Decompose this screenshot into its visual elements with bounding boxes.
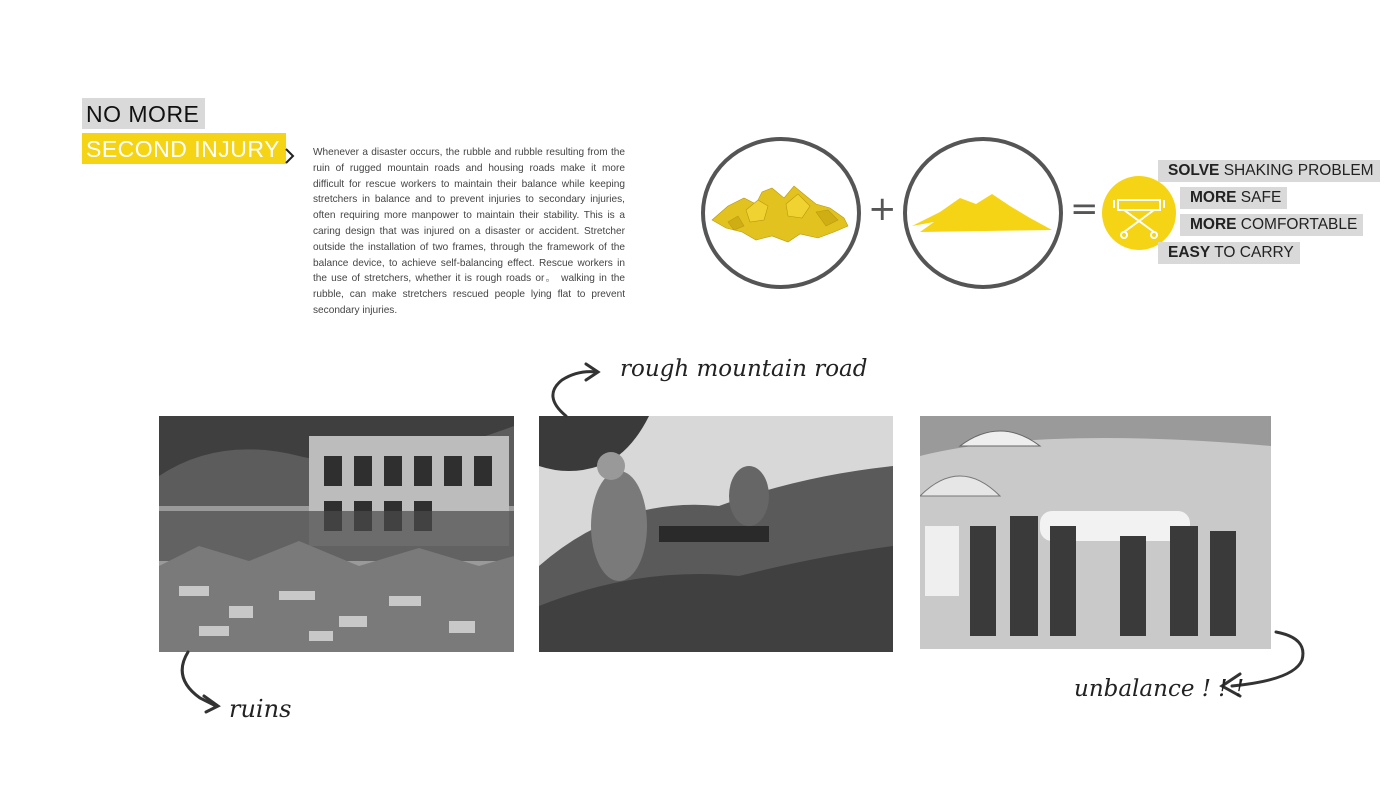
description-paragraph: Whenever a disaster occurs, the rubble and rubble resulting from the ruin of rugged mountain roads and housing roads make it more difficult for rescue workers to maintain their balance while keeping stretchers in balance and to prevent injuries to secondary injuries, often requiring more manpower to maintain their stability. This is a caring design that was injured on a disaster or accident. Stretcher outside the installation of two frames, through the framework of the balance device, to achieve self-balancing effect. Rescue workers in the use of stretchers, whether it is rough roads or。 walking in the rubble, can make stretchers rescued people lying flat to prevent secondary injuries. <box>313 147 625 316</box>
equals-sign: = <box>1070 189 1099 229</box>
plus-sign: + <box>868 189 897 229</box>
arrow-to-mountain-road-icon <box>540 360 606 420</box>
photo-ruins <box>159 416 514 652</box>
title-no-more: NO MORE <box>82 98 205 129</box>
mountain-icon <box>912 194 1052 232</box>
annotation-rough-mountain-road: rough mountain road <box>620 356 868 382</box>
annotation-unbalance: unbalance ! ! ! <box>1074 676 1245 702</box>
chevron-right-icon <box>283 146 297 166</box>
benefit-solve-shaking: SOLVE SHAKING PROBLEM <box>1158 160 1380 182</box>
rubble-icon <box>712 186 848 242</box>
benefit-more-comfortable: MORE COMFORTABLE <box>1180 214 1363 236</box>
mountain-circle <box>900 134 1070 294</box>
photo-unbalance <box>920 416 1271 649</box>
benefit-more-safe: MORE SAFE <box>1180 187 1287 209</box>
benefit-easy-to-carry: EASY TO CARRY <box>1158 242 1300 264</box>
stretcher-circle <box>1102 176 1176 250</box>
stretcher-icon <box>1102 176 1176 250</box>
photo-mountain-road <box>539 416 893 652</box>
annotation-ruins: ruins <box>229 695 292 723</box>
rubble-circle <box>698 134 868 294</box>
arrow-to-ruins-icon <box>170 648 230 714</box>
title-second-injury: SECOND INJURY <box>82 133 286 164</box>
